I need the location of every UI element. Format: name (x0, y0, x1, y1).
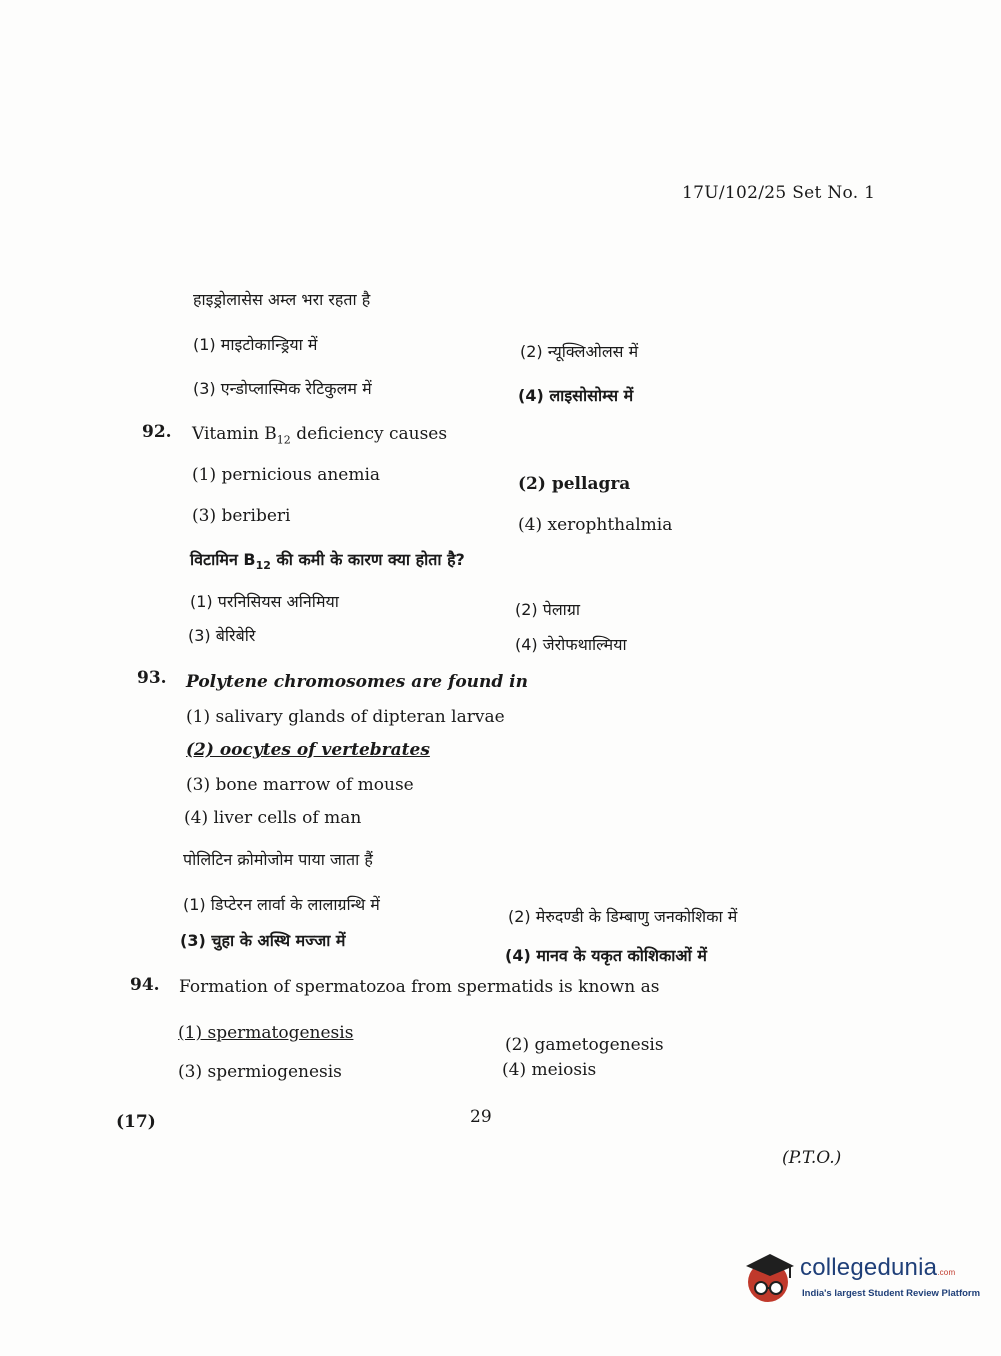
logo-tagline: India's largest Student Review Platform (802, 1288, 981, 1299)
q92-question: Vitamin $B_{12}$ deficiency causes (192, 424, 448, 447)
q92-option-1: (1) pernicious anemia (192, 465, 381, 485)
set-code: 17U/102/25 Set No. 1 (682, 183, 876, 203)
q92-hindi-option-3: (3) बेरिबेरि (188, 626, 256, 645)
q92-number: 92. (142, 422, 172, 442)
logo-wordmark: collegedunia.com (800, 1254, 956, 1281)
q94-option-1: (1) spermatogenesis (178, 1023, 354, 1043)
q93-hindi-option-1: (1) डिप्टेरन लार्वा के लालाग्रन्थि में (183, 895, 380, 914)
q92-hindi-option-1: (1) परनिसियस अनिमिया (190, 592, 339, 611)
q92-option-3: (3) beriberi (192, 506, 291, 526)
collegedunia-logo (742, 1252, 982, 1312)
q92-option-4: (4) xerophthalmia (518, 515, 673, 535)
q93-option-2: (2) oocytes of vertebrates (186, 740, 430, 760)
q92-hindi-option-4: (4) जेरोफथाल्मिया (515, 635, 627, 654)
q91-option-3: (3) एन्डोप्लास्मिक रेटिकुलम में (193, 379, 372, 398)
q91-hindi-text: हाइड्रोलासेस अम्ल भरा रहता है (193, 290, 371, 309)
q92-hindi-option-2: (2) पेलाग्रा (515, 600, 580, 619)
q93-number: 93. (137, 668, 167, 688)
q93-question: Polytene chromosomes are found in (186, 672, 529, 692)
q93-option-4: (4) liver cells of man (184, 808, 362, 828)
q93-hindi-option-4: (4) मानव के यकृत कोशिकाओं में (505, 946, 707, 965)
q93-option-3: (3) bone marrow of mouse (186, 775, 414, 795)
q92-option-2: (2) pellagra (518, 474, 631, 494)
page-number: 29 (470, 1107, 492, 1127)
q94-question: Formation of spermatozoa from spermatids is known as (179, 977, 660, 997)
q91-option-1: (1) माइटोकान्ड्रिया में (193, 335, 318, 354)
mascot-icon (742, 1252, 796, 1308)
q94-option-3: (3) spermiogenesis (178, 1062, 342, 1082)
q94-option-4: (4) meiosis (502, 1060, 597, 1080)
q94-number: 94. (130, 975, 160, 995)
footer-left-code: (17) (116, 1112, 156, 1132)
q93-hindi-option-2: (2) मेरुदण्डी के डिम्बाणु जनकोशिका में (508, 907, 738, 926)
q93-hindi-option-3: (3) चुहा के अस्थि मज्जा में (180, 931, 346, 950)
q92-hindi-question: विटामिन $B_{12}$ की कमी के कारण क्या होता है? (190, 550, 465, 573)
q94-option-2: (2) gametogenesis (505, 1035, 664, 1055)
q91-option-2: (2) न्यूक्लिओलस में (520, 342, 639, 361)
q93-hindi-question: पोलिटिन क्रोमोजोम पाया जाता हैं (183, 850, 373, 869)
q93-option-1: (1) salivary glands of dipteran larvae (186, 707, 505, 727)
q91-option-4: (4) लाइसोसोम्स में (518, 386, 634, 405)
pto-mark: (P.T.O.) (782, 1148, 842, 1168)
